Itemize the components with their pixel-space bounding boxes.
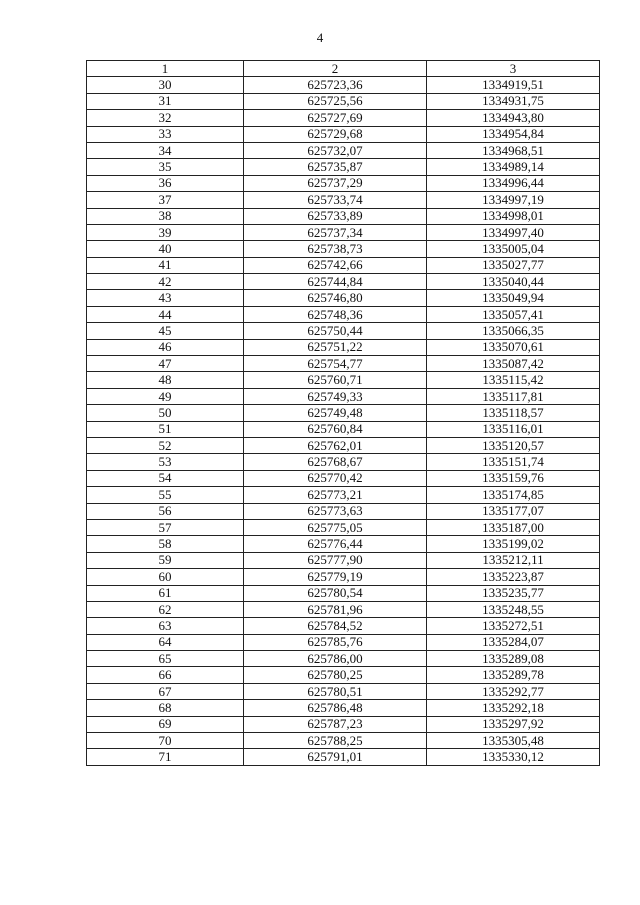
table-row [87,224,600,240]
point-number-cell: 51 [87,421,244,437]
y-coordinate-cell: 1334931,75 [427,93,600,109]
table-row [87,601,600,617]
y-coordinate-cell: 1335272,51 [427,618,600,634]
point-number-cell: 68 [87,700,244,716]
y-coordinate-cell: 1335087,42 [427,356,600,372]
table-row [87,536,600,552]
y-coordinate-cell: 1335289,78 [427,667,600,683]
y-coordinate-cell: 1334998,01 [427,208,600,224]
table-row [87,159,600,175]
point-number-cell: 41 [87,257,244,273]
table-row [87,487,600,503]
y-coordinate-cell: 1335212,11 [427,552,600,568]
x-coordinate-cell: 625733,89 [244,208,427,224]
x-coordinate-cell: 625788,25 [244,733,427,749]
column-header-3: 3 [427,61,600,77]
y-coordinate-cell: 1334954,84 [427,126,600,142]
point-number-cell: 31 [87,93,244,109]
table-row [87,388,600,404]
table-row [87,208,600,224]
table-row [87,503,600,519]
point-number-cell: 69 [87,716,244,732]
x-coordinate-cell: 625742,66 [244,257,427,273]
x-coordinate-cell: 625770,42 [244,470,427,486]
y-coordinate-cell: 1335027,77 [427,257,600,273]
x-coordinate-cell: 625746,80 [244,290,427,306]
point-number-cell: 65 [87,651,244,667]
table-row [87,126,600,142]
point-number-cell: 70 [87,733,244,749]
table-body [87,77,600,765]
y-coordinate-cell: 1335116,01 [427,421,600,437]
table-row [87,700,600,716]
table-row [87,372,600,388]
table-row [87,306,600,322]
column-header-1: 1 [87,61,244,77]
table-header [87,61,600,77]
x-coordinate-cell: 625744,84 [244,274,427,290]
point-number-cell: 64 [87,634,244,650]
x-coordinate-cell: 625785,76 [244,634,427,650]
table-row [87,470,600,486]
table-row [87,569,600,585]
table-row [87,257,600,273]
point-number-cell: 32 [87,110,244,126]
y-coordinate-cell: 1334996,44 [427,175,600,191]
point-number-cell: 52 [87,437,244,453]
point-number-cell: 56 [87,503,244,519]
x-coordinate-cell: 625749,33 [244,388,427,404]
point-number-cell: 58 [87,536,244,552]
y-coordinate-cell: 1335066,35 [427,323,600,339]
point-number-cell: 43 [87,290,244,306]
x-coordinate-cell: 625775,05 [244,519,427,535]
x-coordinate-cell: 625780,54 [244,585,427,601]
table-row [87,110,600,126]
x-coordinate-cell: 625776,44 [244,536,427,552]
x-coordinate-cell: 625751,22 [244,339,427,355]
table-row [87,241,600,257]
y-coordinate-cell: 1334943,80 [427,110,600,126]
x-coordinate-cell: 625780,51 [244,683,427,699]
page-number: 4 [316,30,324,45]
x-coordinate-cell: 625732,07 [244,142,427,158]
y-coordinate-cell: 1335120,57 [427,437,600,453]
y-coordinate-cell: 1335115,42 [427,372,600,388]
table-row [87,175,600,191]
point-number-cell: 33 [87,126,244,142]
point-number-cell: 57 [87,519,244,535]
point-number-cell: 40 [87,241,244,257]
point-number-cell: 50 [87,405,244,421]
y-coordinate-cell: 1334989,14 [427,159,600,175]
point-number-cell: 62 [87,601,244,617]
table-row [87,274,600,290]
x-coordinate-cell: 625725,56 [244,93,427,109]
table-row [87,405,600,421]
table-row [87,323,600,339]
table-row [87,552,600,568]
y-coordinate-cell: 1334968,51 [427,142,600,158]
y-coordinate-cell: 1335305,48 [427,733,600,749]
x-coordinate-cell: 625780,25 [244,667,427,683]
column-header-2: 2 [244,61,427,77]
table-row [87,716,600,732]
y-coordinate-cell: 1335297,92 [427,716,600,732]
x-coordinate-cell: 625773,21 [244,487,427,503]
x-coordinate-cell: 625768,67 [244,454,427,470]
x-coordinate-cell: 625737,34 [244,224,427,240]
y-coordinate-cell: 1335289,08 [427,651,600,667]
point-number-cell: 60 [87,569,244,585]
y-coordinate-cell: 1335117,81 [427,388,600,404]
y-coordinate-cell: 1335292,77 [427,683,600,699]
table-row [87,585,600,601]
y-coordinate-cell: 1335049,94 [427,290,600,306]
table-row [87,290,600,306]
y-coordinate-cell: 1335177,07 [427,503,600,519]
table-row [87,519,600,535]
coordinates-table [86,60,600,766]
point-number-cell: 63 [87,618,244,634]
point-number-cell: 44 [87,306,244,322]
y-coordinate-cell: 1335151,74 [427,454,600,470]
point-number-cell: 45 [87,323,244,339]
y-coordinate-cell: 1335223,87 [427,569,600,585]
table-row [87,437,600,453]
point-number-cell: 53 [87,454,244,470]
x-coordinate-cell: 625729,68 [244,126,427,142]
table-row [87,749,600,765]
table-row [87,454,600,470]
table-row [87,683,600,699]
y-coordinate-cell: 1335199,02 [427,536,600,552]
y-coordinate-cell: 1334919,51 [427,77,600,93]
y-coordinate-cell: 1335174,85 [427,487,600,503]
table-row [87,733,600,749]
y-coordinate-cell: 1335330,12 [427,749,600,765]
x-coordinate-cell: 625754,77 [244,356,427,372]
x-coordinate-cell: 625748,36 [244,306,427,322]
point-number-cell: 46 [87,339,244,355]
point-number-cell: 48 [87,372,244,388]
x-coordinate-cell: 625750,44 [244,323,427,339]
point-number-cell: 49 [87,388,244,404]
y-coordinate-cell: 1334997,19 [427,192,600,208]
table-row [87,634,600,650]
point-number-cell: 30 [87,77,244,93]
x-coordinate-cell: 625784,52 [244,618,427,634]
point-number-cell: 59 [87,552,244,568]
x-coordinate-cell: 625786,48 [244,700,427,716]
x-coordinate-cell: 625786,00 [244,651,427,667]
table-row [87,667,600,683]
point-number-cell: 47 [87,356,244,372]
point-number-cell: 55 [87,487,244,503]
x-coordinate-cell: 625781,96 [244,601,427,617]
point-number-cell: 61 [87,585,244,601]
table-row [87,339,600,355]
y-coordinate-cell: 1334997,40 [427,224,600,240]
x-coordinate-cell: 625733,74 [244,192,427,208]
point-number-cell: 67 [87,683,244,699]
table-row [87,192,600,208]
y-coordinate-cell: 1335159,76 [427,470,600,486]
y-coordinate-cell: 1335005,04 [427,241,600,257]
point-number-cell: 34 [87,142,244,158]
y-coordinate-cell: 1335040,44 [427,274,600,290]
y-coordinate-cell: 1335235,77 [427,585,600,601]
x-coordinate-cell: 625791,01 [244,749,427,765]
y-coordinate-cell: 1335118,57 [427,405,600,421]
table-row [87,356,600,372]
header-row [87,61,600,77]
y-coordinate-cell: 1335057,41 [427,306,600,322]
x-coordinate-cell: 625727,69 [244,110,427,126]
point-number-cell: 54 [87,470,244,486]
x-coordinate-cell: 625777,90 [244,552,427,568]
y-coordinate-cell: 1335284,07 [427,634,600,650]
point-number-cell: 71 [87,749,244,765]
table-row [87,421,600,437]
x-coordinate-cell: 625779,19 [244,569,427,585]
x-coordinate-cell: 625762,01 [244,437,427,453]
x-coordinate-cell: 625787,23 [244,716,427,732]
x-coordinate-cell: 625760,84 [244,421,427,437]
y-coordinate-cell: 1335248,55 [427,601,600,617]
table-row [87,651,600,667]
x-coordinate-cell: 625773,63 [244,503,427,519]
x-coordinate-cell: 625749,48 [244,405,427,421]
table-row [87,142,600,158]
y-coordinate-cell: 1335070,61 [427,339,600,355]
x-coordinate-cell: 625760,71 [244,372,427,388]
x-coordinate-cell: 625735,87 [244,159,427,175]
table-row [87,77,600,93]
point-number-cell: 66 [87,667,244,683]
y-coordinate-cell: 1335187,00 [427,519,600,535]
point-number-cell: 39 [87,224,244,240]
point-number-cell: 42 [87,274,244,290]
x-coordinate-cell: 625738,73 [244,241,427,257]
x-coordinate-cell: 625723,36 [244,77,427,93]
table-row [87,93,600,109]
point-number-cell: 37 [87,192,244,208]
table-row [87,618,600,634]
point-number-cell: 38 [87,208,244,224]
point-number-cell: 35 [87,159,244,175]
y-coordinate-cell: 1335292,18 [427,700,600,716]
point-number-cell: 36 [87,175,244,191]
x-coordinate-cell: 625737,29 [244,175,427,191]
